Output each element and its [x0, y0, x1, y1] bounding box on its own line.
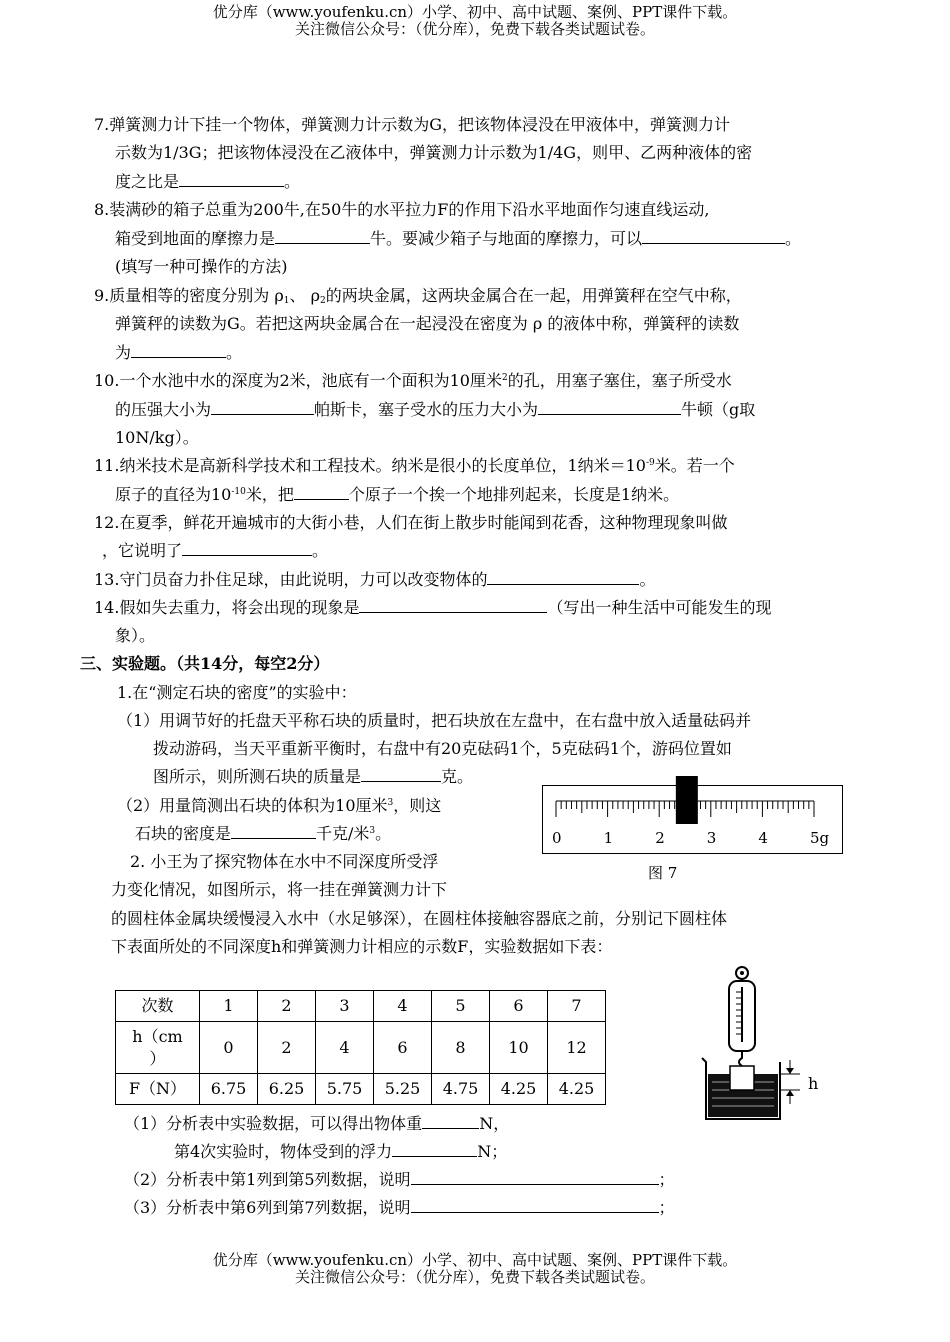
answer-blank[interactable]: [211, 400, 314, 415]
q10-line1: 10.一个水池中水的深度为2米，池底有一个面积为10厘米$^2$的孔，用塞子塞住，塞子所受水: [94, 371, 732, 390]
table-cell: 4: [374, 991, 432, 1022]
answer-blank[interactable]: [487, 570, 639, 585]
table-cell: 2: [258, 991, 316, 1022]
answer-blank[interactable]: [182, 541, 312, 556]
q7-line2: 示数为1/3G；把该物体浸没在乙液体中，弹簧测力计示数为1/4G，则甲、乙两种液体的密: [115, 143, 753, 162]
q12-line2: ，它说明了 。: [102, 541, 329, 560]
answer-blank[interactable]: [411, 1198, 659, 1213]
data-table: [115, 990, 606, 1105]
q9-line1: 9.质量相等的密度分别为 $\rho_1$、 $\rho_2$的两块金属，这两块金属合在一起，用弹簧秤在空气中称，: [94, 286, 742, 306]
table-cell: 3: [316, 991, 374, 1022]
answer-blank[interactable]: [642, 229, 785, 244]
section3-title: 三、实验题。（共14分，每空2分）: [80, 654, 330, 673]
figure7-caption: 图 7: [648, 864, 678, 882]
q8-line3: (填写一种可操作的方法): [115, 257, 288, 276]
exp1-part2-line1: （2）用量筒测出石块的体积为10厘米$^3$，则这: [117, 796, 442, 815]
q9-line2: 弹簧秤的读数为G。若把这两块金属合在一起浸没在密度为 ρ 的液体中称，弹簧秤的读数: [115, 314, 740, 333]
table-cell: 5.25: [374, 1074, 432, 1105]
page-footer-line2: 关注微信公众号：（优分库），免费下载各类试题试卷。: [294, 1268, 655, 1286]
table-cell: 10: [490, 1022, 548, 1074]
exp2-line2: 力变化情况，如图所示，将一挂在弹簧测力计下: [111, 880, 448, 899]
q7-line3: 度之比是 。: [115, 172, 301, 191]
analysis-3: （2）分析表中第1列到第5列数据，说明 ；: [124, 1170, 675, 1189]
table-row-h: [116, 1022, 606, 1074]
scale-tick-label: 0: [552, 829, 562, 847]
q13-line: 13.守门员奋力扑住足球，由此说明，力可以改变物体的 。: [94, 570, 656, 589]
exp1-part1-line3: 图所示，则所测石块的质量是 克。: [153, 767, 474, 786]
page-header-line1: 优分库（www.youfenku.cn）小学、初中、高中试题、案例、PPT课件下载。: [212, 3, 738, 21]
table-cell: 次数: [116, 991, 200, 1022]
table-cell: 5.75: [316, 1074, 374, 1105]
scale-tick-label: 4: [758, 829, 768, 847]
table-cell: 4.25: [490, 1074, 548, 1105]
table-cell: 2: [258, 1022, 316, 1074]
table-cell: 6.25: [258, 1074, 316, 1105]
table-row-label: h（cm ）: [116, 1022, 200, 1074]
q11-line2: 原子的直径为$10^{-10}$米，把 个原子一个挨一个地排列起来，长度是1纳米。: [115, 485, 680, 504]
answer-blank[interactable]: [231, 824, 316, 839]
balance-scale-figure: [542, 774, 844, 856]
h-label: h: [808, 1074, 819, 1093]
q11-line1: 11.纳米技术是高新科学技术和工程技术。纳米是很小的长度单位，1纳米$=10^{-9}$米。若一个: [94, 456, 735, 475]
q9-line3: 为 。: [115, 343, 243, 362]
q10-line2: 的压强大小为 帕斯卡，塞子受水的压力大小为 牛顿（g取: [115, 400, 756, 419]
exp2-line1: 2. 小王为了探究物体在水中不同深度所受浮: [130, 852, 439, 871]
table-cell: 0: [200, 1022, 258, 1074]
table-cell: 6: [374, 1022, 432, 1074]
scale-tick-label: 2: [655, 829, 665, 847]
spring-balance-figure: [690, 962, 840, 1127]
table-row-f: [116, 1074, 606, 1105]
analysis-1: （1）分析表中实验数据，可以得出物体重 N，: [124, 1114, 510, 1133]
answer-blank[interactable]: [411, 1170, 659, 1185]
table-cell: 8: [432, 1022, 490, 1074]
table-cell: 1: [200, 991, 258, 1022]
answer-blank[interactable]: [275, 229, 370, 244]
table-cell: 7: [548, 991, 606, 1022]
table-cell: 5: [432, 991, 490, 1022]
table-row-label: F（N）: [116, 1074, 200, 1105]
exp1-part2-line2: 石块的密度是 千克/米$^3$。: [135, 824, 392, 843]
answer-blank[interactable]: [179, 172, 284, 187]
q8-line1: 8.装满砂的箱子总重为200牛,在50牛的水平拉力F的作用下沿水平地面作匀速直线运动,: [94, 200, 710, 219]
table-cell: 12: [548, 1022, 606, 1074]
q8-line2: 箱受到地面的摩擦力是 牛。要减少箱子与地面的摩擦力，可以 。: [115, 229, 802, 248]
answer-blank[interactable]: [392, 1142, 477, 1157]
exp1-intro: 1.在“测定石块的密度”的实验中：: [117, 683, 357, 702]
table-cell: 6.75: [200, 1074, 258, 1105]
answer-blank[interactable]: [294, 485, 349, 500]
exp1-part1-line1: （1）用调节好的托盘天平称石块的质量时，把石块放在左盘中，在右盘中放入适量砝码并: [117, 711, 752, 730]
answer-blank[interactable]: [422, 1114, 479, 1129]
hook: [739, 1051, 742, 1066]
q14-line2: 象）。: [115, 626, 156, 645]
page-footer-line1: 优分库（www.youfenku.cn）小学、初中、高中试题、案例、PPT课件下载。: [212, 1251, 738, 1269]
analysis-2: 第4次实验时，物体受到的浮力 N；: [174, 1142, 508, 1161]
page-header-line2: 关注微信公众号：（优分库），免费下载各类试题试卷。: [294, 20, 655, 38]
scale-tick-label: 5g: [810, 829, 830, 847]
scale-tick-label: 1: [603, 829, 614, 847]
exp2-line3: 的圆柱体金属块缓慢浸入水中（水足够深），在圆柱体接触容器底之前，分别记下圆柱体: [111, 909, 728, 928]
answer-blank[interactable]: [131, 343, 226, 358]
answer-blank[interactable]: [359, 598, 547, 613]
cylinder-block: [730, 1066, 754, 1090]
analysis-4: （3）分析表中第6列到第7列数据，说明 ；: [124, 1198, 675, 1217]
answer-blank[interactable]: [538, 400, 681, 415]
table-cell: 4: [316, 1022, 374, 1074]
answer-blank[interactable]: [361, 767, 441, 782]
table-cell: 4.75: [432, 1074, 490, 1105]
table-row-header: [116, 991, 606, 1022]
table-cell: 6: [490, 991, 548, 1022]
q12-line1: 12.在夏季，鲜花开遍城市的大街小巷，人们在街上散步时能闻到花香，这种物理现象叫做: [94, 513, 728, 532]
exp1-part1-line2: 拨动游码，当天平重新平衡时，右盘中有20克砝码1个，5克砝码1个，游码位置如: [153, 739, 732, 758]
q10-line3: 10N/kg）。: [115, 428, 199, 447]
table-cell: 4.25: [548, 1074, 606, 1105]
q7-line1: 7.弹簧测力计下挂一个物体，弹簧测力计示数为G，把该物体浸没在甲液体中，弹簧测力计: [94, 115, 731, 134]
scale-tick-label: 3: [706, 829, 717, 847]
exp2-line4: 下表面所处的不同深度h和弹簧测力计相应的示数F，实验数据如下表：: [111, 937, 613, 956]
rider-slider[interactable]: [676, 776, 698, 824]
q14-line1: 14.假如失去重力，将会出现的现象是 （写出一种生活中可能发生的现: [94, 598, 772, 617]
